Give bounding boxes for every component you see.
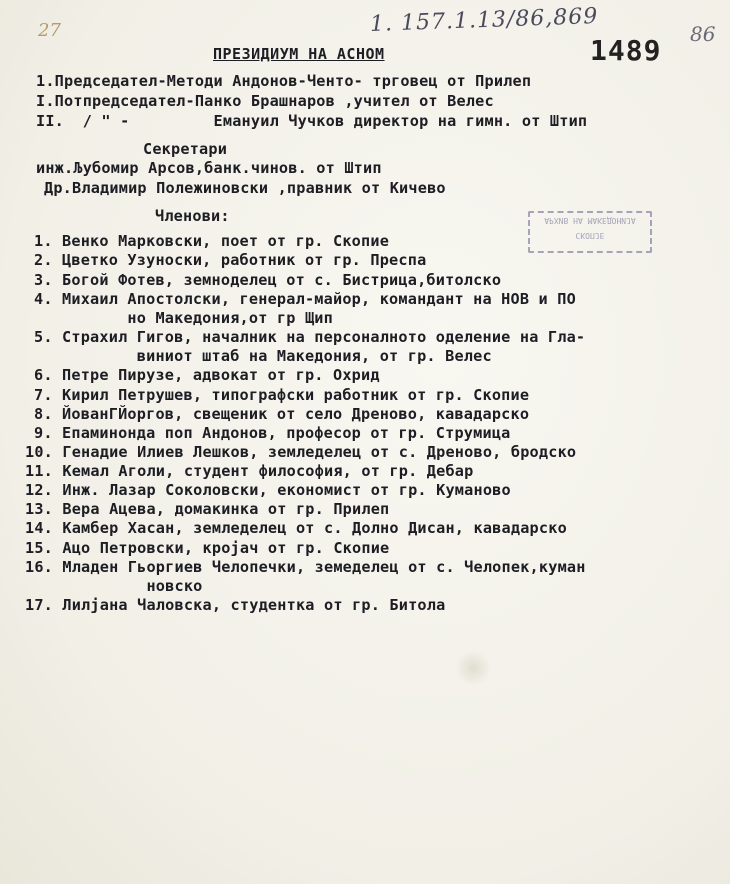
paper-smudge: [455, 650, 491, 686]
member-line: 5. Страхил Гигов, началник на персоналното оделение на Гла-: [34, 328, 586, 346]
archive-stamp: [528, 211, 652, 253]
member-line: 16. Младен Гьоргиев Челопечки, земеделец от с. Челопек,куман: [25, 558, 586, 576]
document-title: ПРЕЗИДИУМ НА АСНОМ: [213, 45, 385, 63]
archive-reference: 1. 157.1.13/86,869: [369, 4, 599, 37]
secretaries-heading: Секретари: [143, 140, 228, 158]
officer-line: I.Потпредседател-Панко Брашнаров ,учител от Велес: [36, 92, 494, 110]
officer-line: 1.Председател-Методи Андонов-Ченто- трговец от Прилеп: [36, 72, 532, 90]
members-heading: Членови:: [155, 207, 230, 225]
corner-handwritten-mark: 27: [38, 20, 61, 41]
archive-stamp-line: АРХИВ НА МАКЕДОНИЈА: [544, 216, 636, 225]
member-line-continuation: виниот штаб на Македония, от гр. Велес: [34, 347, 492, 365]
member-line-continuation: но Македония,от гр Щип: [34, 309, 333, 327]
member-line: 8. ЙованГЙоргов, свещеник от село Дреново, кавадарско: [34, 405, 530, 423]
member-line: 13. Вера Ацева, домакинка от гр. Прилеп: [25, 500, 390, 518]
stamped-document-number: 1489: [590, 34, 662, 67]
handwritten-page-number: 86: [690, 22, 716, 46]
member-line: 9. Епаминонда поп Андонов, професор от гр. Струмица: [34, 424, 511, 442]
member-line: 12. Инж. Лазар Соколовски, економист от гр. Куманово: [25, 481, 511, 499]
member-line: 17. Лилјана Чаловска, студентка от гр. Битола: [25, 596, 446, 614]
member-line: 14. Камбер Хасан, земледелец от с. Долно Дисан, кавадарско: [25, 519, 567, 537]
member-line: 2. Цветко Узуноски, работник от гр. Преспа: [34, 251, 427, 269]
member-line: 4. Михаил Апостолски, генерал-майор, командант на НОВ и ПО: [34, 290, 576, 308]
member-line: 10. Генадие Илиев Лешков, земледелец от с. Дреново, бродско: [25, 443, 577, 461]
member-line: 1. Венко Марковски, поет от гр. Скопие: [34, 232, 390, 250]
member-line: 6. Петре Пирузе, адвокат от гр. Охрид: [34, 366, 380, 384]
officer-line: II. / " - Емануил Чучков директор на гимн. от Штип: [36, 112, 588, 130]
secretary-line: Др.Владимир Полежиновски ,правник от Кичево: [44, 179, 446, 197]
member-line: 7. Кирил Петрушев, типографски работник от гр. Скопие: [34, 386, 530, 404]
secretary-line: инж.Љубомир Арсов,банк.чинов. от Штип: [36, 159, 382, 177]
member-line: 3. Богой Фотев, земноделец от с. Бистрица,битолско: [34, 271, 502, 289]
archive-stamp-line: СКОПЈЕ: [575, 231, 605, 240]
member-line: 11. Кемал Аголи, студент философия, от гр. Дебар: [25, 462, 474, 480]
member-line-continuation: новско: [25, 577, 203, 595]
member-line: 15. Ацо Петровски, кројач от гр. Скопие: [25, 539, 390, 557]
